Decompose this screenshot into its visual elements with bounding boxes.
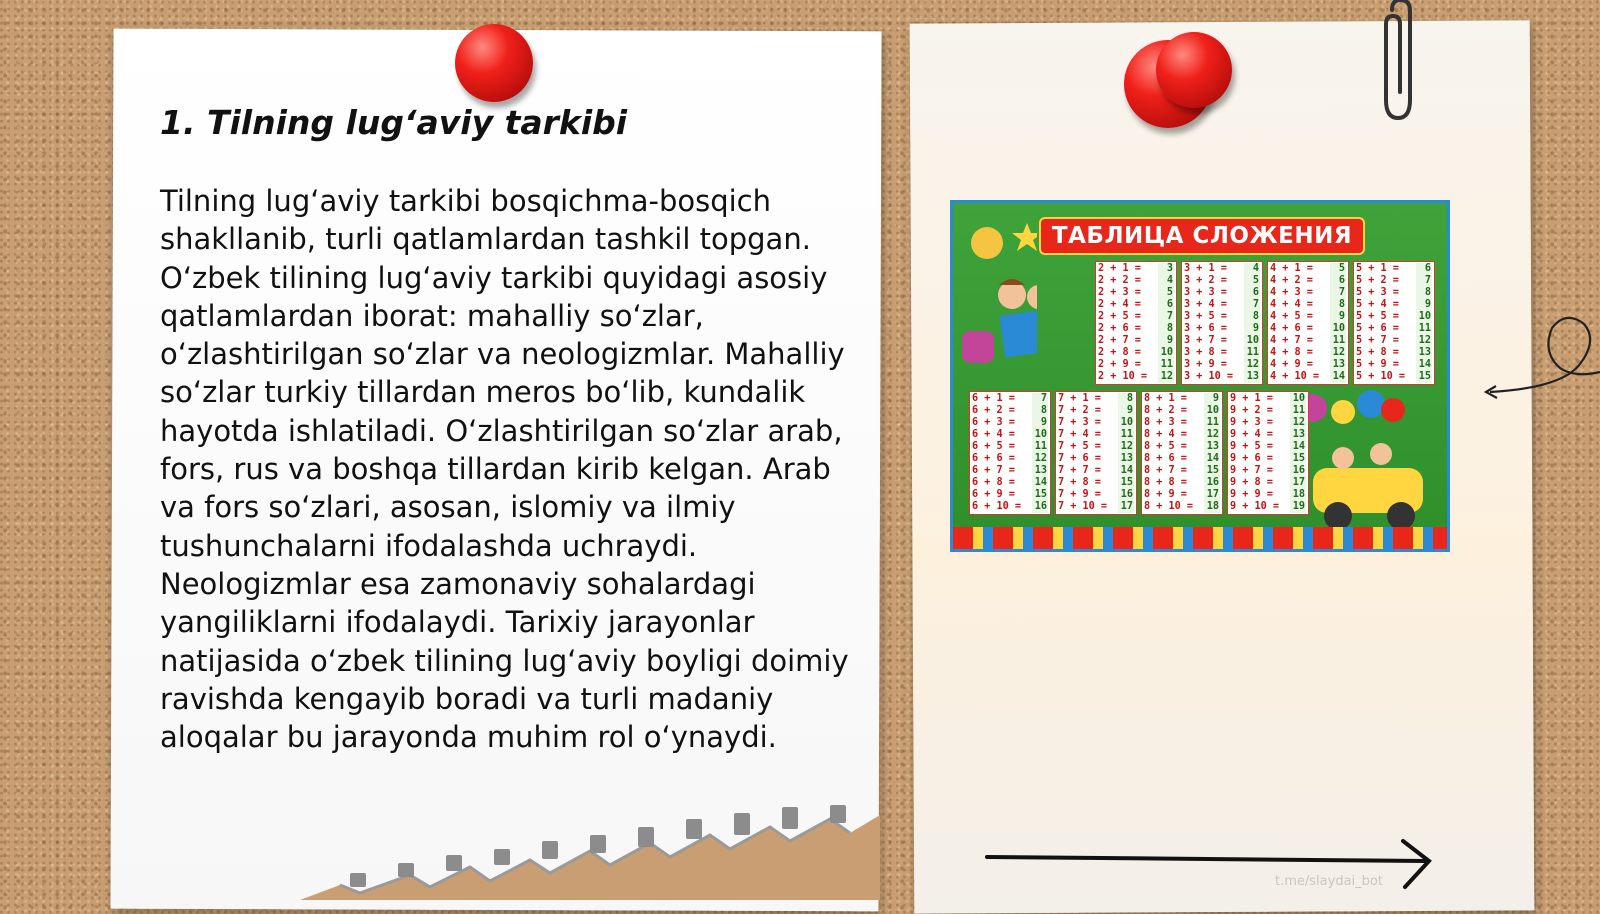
car-kids-illustration	[1293, 388, 1450, 538]
addition-result: 5	[1330, 263, 1346, 275]
addition-expression: 4 + 4 =	[1270, 299, 1313, 310]
addition-result: 5	[1158, 287, 1174, 299]
addition-table-line	[1058, 453, 1134, 465]
addition-table-line	[1184, 311, 1260, 323]
addition-expression: 5 + 9 =	[1356, 359, 1399, 370]
addition-result: 9	[1032, 417, 1048, 429]
addition-table-line	[1144, 453, 1220, 465]
addition-table-line	[1144, 489, 1220, 501]
addition-table-line	[1098, 287, 1174, 299]
addition-result: 10	[1290, 393, 1306, 405]
addition-table-line	[1144, 417, 1220, 429]
addition-expression: 7 + 10 =	[1058, 501, 1108, 512]
addition-expression: 9 + 8 =	[1230, 477, 1273, 488]
addition-table-line	[1098, 275, 1174, 287]
addition-result: 14	[1416, 359, 1432, 371]
addition-table-line	[1356, 263, 1432, 275]
addition-table-line	[1098, 299, 1174, 311]
addition-table-line	[1356, 275, 1432, 287]
slide-paragraph: Tilning lug‘aviy tarkibi bosqichma-bosqich shakllanib, turli qatlamlardan tashkil topgan. O‘zbek tilining lug‘aviy tarkibi quyidagi asosiy qatlamlardan iborat: mahalliy so‘zlar, o‘zlashtirilgan so‘zlar va neologizmlar. Mahalliy so‘zlar turkiy tillardan meros bo‘lib, kundalik hayotda ishlatiladi. O‘zlashtirilgan so‘zlar arab, fors, rus va boshqa tillardan kirib kelgan. Arab va fors so‘zlari, asosan, islomiy va ilmiy tushunchalarni ifodalashda uchraydi. Neologizmlar esa zamonaviy sohalardagi yangiliklarni ifodalaydi. Tarixiy jarayonlar natijasida o‘zbek tilining lug‘aviy boyligi doimiy ravishda kengayib boradi va turli madaniy aloqalar bu jarayonda muhim rol o‘ynaydi.	[160, 184, 849, 755]
addition-expression: 9 + 9 =	[1230, 489, 1273, 500]
watermark-text: t.me/slaydai_bot	[1275, 874, 1383, 889]
addition-table-line	[1356, 371, 1432, 383]
addition-table-block	[1227, 391, 1309, 515]
addition-table-line	[1058, 501, 1134, 513]
addition-result: 11	[1204, 417, 1220, 429]
addition-table-line	[972, 417, 1048, 429]
addition-table-image	[950, 200, 1450, 552]
addition-result: 9	[1118, 405, 1134, 417]
addition-table-line	[972, 501, 1048, 513]
addition-expression: 5 + 6 =	[1356, 323, 1399, 334]
addition-table-line	[1270, 335, 1346, 347]
addition-result: 14	[1118, 465, 1134, 477]
addition-expression: 5 + 10 =	[1356, 371, 1406, 382]
addition-expression: 4 + 10 =	[1270, 371, 1320, 382]
addition-table-line	[1058, 477, 1134, 489]
addition-result: 9	[1416, 299, 1432, 311]
addition-result: 4	[1244, 263, 1260, 275]
addition-result: 11	[1290, 405, 1306, 417]
addition-expression: 6 + 3 =	[972, 417, 1015, 428]
addition-expression: 7 + 1 =	[1058, 393, 1101, 404]
addition-table-line	[1098, 359, 1174, 371]
addition-result: 10	[1118, 417, 1134, 429]
addition-result: 11	[1118, 429, 1134, 441]
addition-table-line	[972, 489, 1048, 501]
addition-expression: 6 + 6 =	[972, 453, 1015, 464]
addition-expression: 2 + 7 =	[1098, 335, 1141, 346]
addition-table-line	[1270, 347, 1346, 359]
addition-table-line	[1144, 405, 1220, 417]
addition-table-line	[1058, 405, 1134, 417]
addition-result: 16	[1118, 489, 1134, 501]
addition-expression: 6 + 7 =	[972, 465, 1015, 476]
addition-expression: 3 + 6 =	[1184, 323, 1227, 334]
addition-table-line	[1230, 393, 1306, 405]
addition-table-line	[1184, 275, 1260, 287]
addition-expression: 5 + 5 =	[1356, 311, 1399, 322]
addition-result: 16	[1290, 465, 1306, 477]
addition-result: 6	[1330, 275, 1346, 287]
addition-table-line	[1184, 287, 1260, 299]
paperclip-icon	[1378, 0, 1418, 125]
addition-table-line	[1184, 347, 1260, 359]
addition-result: 14	[1204, 453, 1220, 465]
addition-expression: 9 + 1 =	[1230, 393, 1273, 404]
addition-result: 11	[1032, 441, 1048, 453]
addition-table-line	[1184, 371, 1260, 383]
addition-expression: 2 + 2 =	[1098, 275, 1141, 286]
addition-expression: 8 + 6 =	[1144, 453, 1187, 464]
addition-expression: 9 + 5 =	[1230, 441, 1273, 452]
addition-result: 17	[1204, 489, 1220, 501]
addition-result: 12	[1290, 417, 1306, 429]
addition-result: 8	[1244, 311, 1260, 323]
addition-table-line	[1058, 441, 1134, 453]
addition-expression: 2 + 1 =	[1098, 263, 1141, 274]
addition-expression: 3 + 3 =	[1184, 287, 1227, 298]
addition-result: 13	[1244, 371, 1260, 383]
addition-result: 7	[1244, 299, 1260, 311]
addition-table-line	[1144, 501, 1220, 513]
addition-expression: 7 + 2 =	[1058, 405, 1101, 416]
addition-result: 18	[1290, 489, 1306, 501]
addition-result: 15	[1118, 477, 1134, 489]
addition-table-line	[1230, 417, 1306, 429]
addition-result: 19	[1290, 501, 1306, 513]
addition-expression: 3 + 8 =	[1184, 347, 1227, 358]
addition-table-block	[1095, 261, 1177, 385]
addition-expression: 7 + 3 =	[1058, 417, 1101, 428]
addition-result: 10	[1330, 323, 1346, 335]
addition-expression: 2 + 9 =	[1098, 359, 1141, 370]
addition-expression: 8 + 5 =	[1144, 441, 1187, 452]
addition-table-line	[1058, 417, 1134, 429]
addition-table-line	[1144, 477, 1220, 489]
addition-result: 9	[1204, 393, 1220, 405]
addition-expression: 3 + 9 =	[1184, 359, 1227, 370]
addition-expression: 9 + 2 =	[1230, 405, 1273, 416]
addition-result: 8	[1118, 393, 1134, 405]
addition-table-line	[1144, 429, 1220, 441]
addition-result: 12	[1118, 441, 1134, 453]
addition-expression: 7 + 8 =	[1058, 477, 1101, 488]
slide-title: 1. Tilning lug‘aviy tarkibi	[160, 103, 628, 142]
addition-expression: 8 + 2 =	[1144, 405, 1187, 416]
addition-table-line	[972, 453, 1048, 465]
addition-result: 14	[1330, 371, 1346, 383]
addition-expression: 9 + 10 =	[1230, 501, 1280, 512]
addition-result: 13	[1290, 429, 1306, 441]
addition-table-line	[1184, 335, 1260, 347]
addition-result: 3	[1158, 263, 1174, 275]
addition-table-line	[1230, 405, 1306, 417]
addition-expression: 5 + 8 =	[1356, 347, 1399, 358]
addition-result: 13	[1118, 453, 1134, 465]
addition-result: 12	[1416, 335, 1432, 347]
addition-expression: 2 + 4 =	[1098, 299, 1141, 310]
addition-result: 10	[1032, 429, 1048, 441]
addition-result: 13	[1204, 441, 1220, 453]
addition-expression: 8 + 3 =	[1144, 417, 1187, 428]
addition-table-line	[1356, 359, 1432, 371]
addition-table-block	[1055, 391, 1137, 515]
addition-table-line	[1144, 465, 1220, 477]
addition-result: 17	[1290, 477, 1306, 489]
addition-expression: 4 + 1 =	[1270, 263, 1313, 274]
addition-expression: 2 + 3 =	[1098, 287, 1141, 298]
addition-table-line	[1144, 441, 1220, 453]
addition-table-line	[1230, 441, 1306, 453]
addition-expression: 2 + 10 =	[1098, 371, 1148, 382]
kids-reading-illustration	[957, 213, 1037, 373]
addition-table-line	[972, 477, 1048, 489]
red-pushpin-icon	[455, 24, 533, 102]
addition-table-line	[972, 441, 1048, 453]
addition-expression: 8 + 7 =	[1144, 465, 1187, 476]
addition-table-line	[1270, 299, 1346, 311]
addition-table-line	[972, 465, 1048, 477]
addition-expression: 8 + 1 =	[1144, 393, 1187, 404]
addition-table-line	[1058, 393, 1134, 405]
addition-result: 8	[1158, 323, 1174, 335]
addition-expression: 4 + 7 =	[1270, 335, 1313, 346]
addition-table-line	[1356, 335, 1432, 347]
addition-expression: 7 + 7 =	[1058, 465, 1101, 476]
addition-expression: 4 + 5 =	[1270, 311, 1313, 322]
addition-result: 9	[1158, 335, 1174, 347]
addition-table-line	[1356, 299, 1432, 311]
addition-expression: 2 + 8 =	[1098, 347, 1141, 358]
addition-result: 7	[1416, 275, 1432, 287]
addition-result: 14	[1290, 441, 1306, 453]
addition-expression: 5 + 1 =	[1356, 263, 1399, 274]
addition-result: 8	[1330, 299, 1346, 311]
addition-expression: 2 + 5 =	[1098, 311, 1141, 322]
addition-table-line	[972, 393, 1048, 405]
addition-expression: 3 + 4 =	[1184, 299, 1227, 310]
addition-expression: 2 + 6 =	[1098, 323, 1141, 334]
addition-result: 8	[1416, 287, 1432, 299]
addition-result: 12	[1032, 453, 1048, 465]
addition-result: 14	[1032, 477, 1048, 489]
addition-table-line	[1184, 323, 1260, 335]
addition-result: 12	[1204, 429, 1220, 441]
addition-expression: 4 + 9 =	[1270, 359, 1313, 370]
addition-table-line	[1098, 371, 1174, 383]
addition-result: 13	[1416, 347, 1432, 359]
addition-result: 15	[1290, 453, 1306, 465]
addition-table-line	[1098, 347, 1174, 359]
addition-expression: 6 + 2 =	[972, 405, 1015, 416]
addition-result: 12	[1158, 371, 1174, 383]
addition-expression: 8 + 8 =	[1144, 477, 1187, 488]
addition-result: 15	[1032, 489, 1048, 501]
addition-table-line	[1270, 323, 1346, 335]
addition-expression: 7 + 6 =	[1058, 453, 1101, 464]
addition-table-block	[1267, 261, 1349, 385]
addition-expression: 4 + 8 =	[1270, 347, 1313, 358]
addition-result: 10	[1204, 405, 1220, 417]
red-pushpin-icon	[1156, 32, 1232, 108]
addition-expression: 6 + 4 =	[972, 429, 1015, 440]
addition-result: 11	[1330, 335, 1346, 347]
addition-table-line	[1184, 263, 1260, 275]
addition-table-line	[1144, 393, 1220, 405]
addition-result: 7	[1158, 311, 1174, 323]
addition-expression: 4 + 6 =	[1270, 323, 1313, 334]
addition-result: 6	[1416, 263, 1432, 275]
addition-expression: 5 + 2 =	[1356, 275, 1399, 286]
addition-result: 10	[1158, 347, 1174, 359]
addition-table-line	[1184, 359, 1260, 371]
addition-table-line	[1270, 371, 1346, 383]
addition-expression: 5 + 7 =	[1356, 335, 1399, 346]
addition-table-line	[1098, 311, 1174, 323]
addition-result: 11	[1158, 359, 1174, 371]
addition-expression: 7 + 5 =	[1058, 441, 1101, 452]
addition-expression: 7 + 4 =	[1058, 429, 1101, 440]
addition-table-line	[1356, 323, 1432, 335]
addition-table-line	[1356, 311, 1432, 323]
addition-table-line	[1270, 359, 1346, 371]
addition-result: 10	[1244, 335, 1260, 347]
addition-result: 4	[1158, 275, 1174, 287]
addition-table-block	[969, 391, 1051, 515]
addition-result: 15	[1204, 465, 1220, 477]
addition-table-line	[1230, 465, 1306, 477]
addition-expression: 7 + 9 =	[1058, 489, 1101, 500]
addition-result: 16	[1204, 477, 1220, 489]
addition-table-block	[1353, 261, 1435, 385]
addition-result: 7	[1032, 393, 1048, 405]
addition-table-line	[1230, 477, 1306, 489]
addition-expression: 6 + 1 =	[972, 393, 1015, 404]
addition-expression: 4 + 3 =	[1270, 287, 1313, 298]
addition-table-line	[972, 429, 1048, 441]
addition-expression: 4 + 2 =	[1270, 275, 1313, 286]
addition-expression: 9 + 7 =	[1230, 465, 1273, 476]
addition-table-line	[1184, 299, 1260, 311]
addition-table-line	[1230, 453, 1306, 465]
addition-table-block	[1181, 261, 1263, 385]
addition-table-line	[1270, 287, 1346, 299]
addition-table-line	[1098, 323, 1174, 335]
addition-table-line	[1270, 275, 1346, 287]
addition-table-line	[1230, 501, 1306, 513]
addition-result: 5	[1244, 275, 1260, 287]
table-bottom-stripe	[953, 527, 1447, 549]
addition-expression: 6 + 8 =	[972, 477, 1015, 488]
addition-expression: 6 + 9 =	[972, 489, 1015, 500]
swirl-arrow-icon	[1480, 310, 1600, 410]
addition-expression: 3 + 1 =	[1184, 263, 1227, 274]
addition-result: 11	[1244, 347, 1260, 359]
addition-table-line	[1270, 263, 1346, 275]
addition-result: 10	[1416, 311, 1432, 323]
addition-result: 11	[1416, 323, 1432, 335]
addition-result: 6	[1244, 287, 1260, 299]
addition-expression: 3 + 2 =	[1184, 275, 1227, 286]
addition-table-line	[1356, 287, 1432, 299]
addition-result: 12	[1330, 347, 1346, 359]
addition-expression: 8 + 9 =	[1144, 489, 1187, 500]
addition-table-line	[1230, 489, 1306, 501]
addition-expression: 3 + 7 =	[1184, 335, 1227, 346]
addition-table-line	[1270, 311, 1346, 323]
addition-result: 13	[1330, 359, 1346, 371]
addition-result: 15	[1416, 371, 1432, 383]
addition-expression: 3 + 5 =	[1184, 311, 1227, 322]
addition-result: 8	[1032, 405, 1048, 417]
addition-result: 9	[1244, 323, 1260, 335]
addition-table-line	[972, 405, 1048, 417]
addition-expression: 8 + 10 =	[1144, 501, 1194, 512]
torn-paper-edge	[300, 805, 880, 900]
addition-table-line	[1356, 347, 1432, 359]
addition-result: 16	[1032, 501, 1048, 513]
addition-result: 12	[1244, 359, 1260, 371]
addition-expression: 5 + 4 =	[1356, 299, 1399, 310]
addition-expression: 6 + 5 =	[972, 441, 1015, 452]
addition-table-line	[1098, 335, 1174, 347]
addition-expression: 6 + 10 =	[972, 501, 1022, 512]
addition-expression: 3 + 10 =	[1184, 371, 1234, 382]
addition-table-line	[1058, 465, 1134, 477]
addition-result: 9	[1330, 311, 1346, 323]
addition-expression: 9 + 4 =	[1230, 429, 1273, 440]
addition-result: 13	[1032, 465, 1048, 477]
addition-expression: 9 + 6 =	[1230, 453, 1273, 464]
addition-result: 7	[1330, 287, 1346, 299]
addition-table-block	[1141, 391, 1223, 515]
addition-result: 17	[1118, 501, 1134, 513]
addition-table-line	[1098, 263, 1174, 275]
addition-table-banner: ТАБЛИЦА СЛОЖЕНИЯ	[1039, 217, 1365, 255]
addition-result: 6	[1158, 299, 1174, 311]
addition-result: 18	[1204, 501, 1220, 513]
addition-expression: 5 + 3 =	[1356, 287, 1399, 298]
addition-table-line	[1230, 429, 1306, 441]
addition-table-line	[1058, 489, 1134, 501]
addition-table-line	[1058, 429, 1134, 441]
addition-expression: 9 + 3 =	[1230, 417, 1273, 428]
addition-expression: 8 + 4 =	[1144, 429, 1187, 440]
